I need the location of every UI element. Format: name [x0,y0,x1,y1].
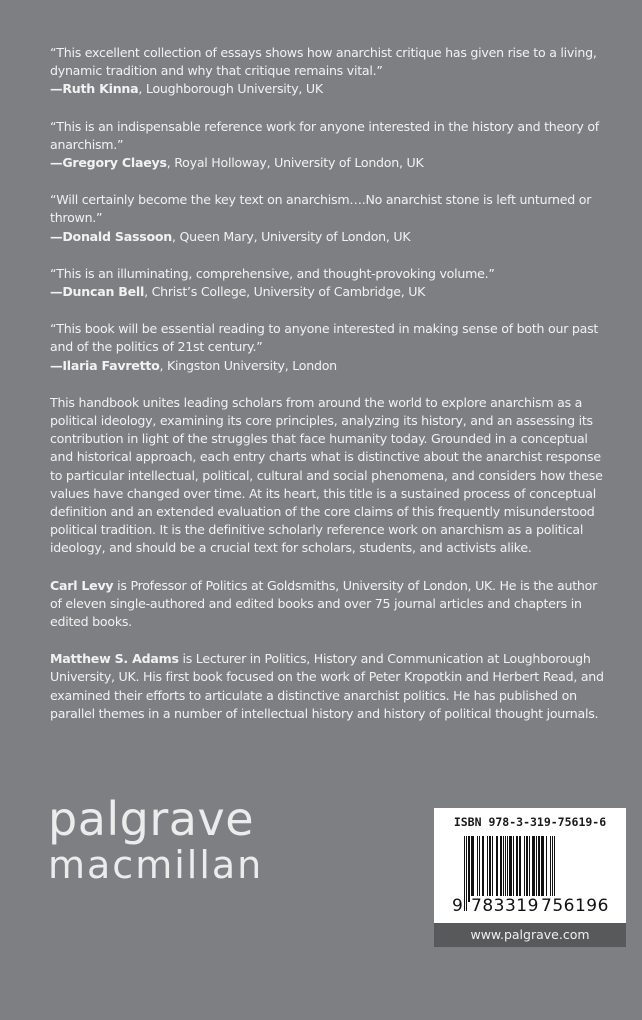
publisher-logo-line2: macmillan [48,843,264,887]
isbn-digit-first: 9 [452,896,464,916]
blurb-quote: “This excellent collection of essays shows how anarchist critique has given rise to a living, dynamic tradition and why that critique remains vital.” [50,45,597,79]
blurb [50,44,610,99]
blurb-attribution [50,228,610,246]
blurb-attribution [50,357,610,375]
blurb-author: —Gregory Claeys [50,155,167,171]
blurb-affiliation: , Loughborough University, UK [138,81,323,97]
blurb-author: —Ilaria Favretto [50,357,160,373]
publisher-logo [48,792,264,887]
author-name: Carl Levy [50,577,114,593]
blurb-author: —Duncan Bell [50,284,145,300]
publisher-logo-line1: palgrave [48,792,254,846]
blurb-affiliation: , Kingston University, London [159,357,337,373]
blurb [50,320,610,375]
blurb-quote: “Will certainly become the key text on anarchism….No anarchist stone is left unturned or thrown.” [50,192,592,226]
isbn-label: ISBN 978-3-319-75619-6 [453,815,607,829]
blurb-affiliation: , Queen Mary, University of London, UK [171,228,411,244]
blurb-quote: “This is an indispensable reference work for anyone interested in the history and theory of anarchism.” [50,118,599,152]
blurb-attribution [50,283,610,301]
book-description: This handbook unites leading scholars from around the world to explore anarchism as a political ideology, examining its core principles, analyzing its history, and an assessing its contribution in light of the struggles that face humanity today. Grounded in a conceptual and historical approach, each entry charts what is distinctive about the anarchist response to particular intellectual, political, cultural and social phenomena, and considers how these values have changed over time. At its heart, this title is a sustained process of conceptual definition and an extended evaluation of the core claims of this frequently misunderstood political tradition. It is the definitive scholarly reference work on anarchism as a political ideology, and should be a crucial text for scholars, students, and activists alike. [50,394,603,556]
blurb-author: —Donald Sassoon [50,228,172,244]
author-name: Matthew S. Adams [50,651,179,667]
blurb-affiliation: , Royal Holloway, University of London, UK [166,155,424,171]
isbn-digits-left: 783319 [471,896,539,916]
author-bio [50,577,610,632]
author-bio-text: is Professor of Politics at Goldsmiths, University of London, UK. He is the author of eleven single-authored and edited books and over 75 journal articles and chapters in edited books. [50,577,598,630]
blurb [50,265,610,301]
blurb-quote: “This book will be essential reading to anyone interested in making sense of both our past and of the politics of 21st century.” [50,321,599,355]
author-bio-text: is Lecturer in Politics, History and Communication at Loughborough University, UK. His first book focused on the work of Peter Kropotkin and Herbert Read, and examined their efforts to articulate a distinctive anarchist politics. He has published on parallel themes in a number of intellectual history and history of political thought journals. [50,651,604,721]
blurb-affiliation: , Christ’s College, University of Cambridge, UK [144,284,426,300]
back-cover-text [50,44,610,742]
blurb-author: —Ruth Kinna [50,81,139,97]
blurb [50,191,610,246]
isbn-digits-right: 756196 [541,896,609,916]
author-bio [50,650,610,723]
blurb-quote: “This is an illuminating, comprehensive, and thought-provoking volume.” [50,265,495,281]
isbn-barcode-box [434,808,626,947]
blurb-attribution [50,80,610,98]
publisher-website: www.palgrave.com [434,923,626,947]
blurb-attribution [50,154,610,172]
blurb [50,118,610,173]
